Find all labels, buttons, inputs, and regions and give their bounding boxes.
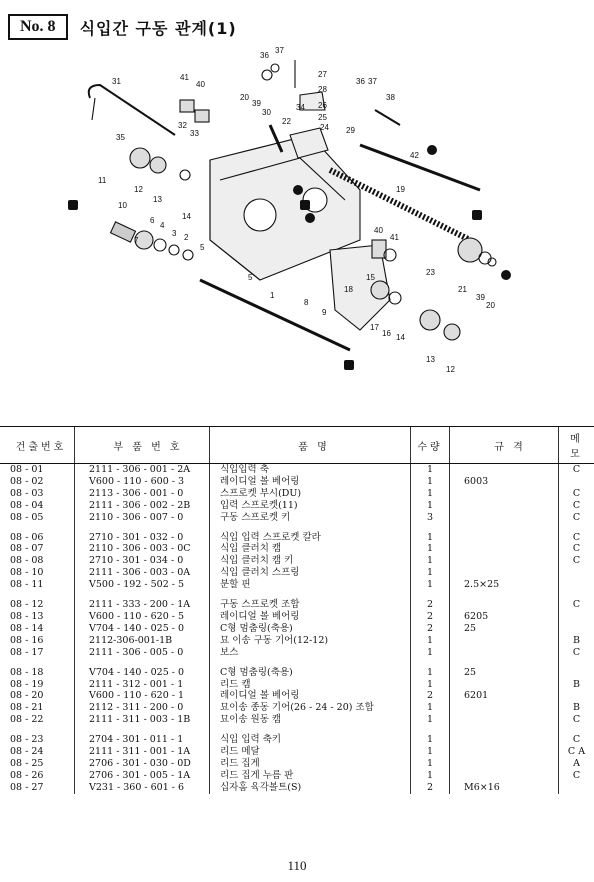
svg-text:2: 2 [184, 233, 189, 242]
spacer-cell [450, 659, 559, 667]
cell-spec [450, 599, 559, 611]
cell-part-number: V600 - 110 - 620 - 5 [75, 611, 210, 623]
cell-quantity: 1 [411, 488, 450, 500]
cell-part-name: 구동 스프로켓 키 [210, 512, 411, 524]
table-row [0, 679, 594, 691]
cell-spec [450, 746, 559, 758]
spacer-cell [210, 659, 411, 667]
cell-part-name: 입력 스프로켓(11) [210, 500, 411, 512]
cell-part-number: 2111 - 312 - 001 - 1 [75, 679, 210, 691]
spacer-cell [559, 591, 594, 599]
table-row [0, 667, 594, 679]
spacer-cell [210, 591, 411, 599]
svg-text:23: 23 [426, 268, 435, 277]
svg-text:20: 20 [486, 301, 495, 310]
cell-spec [450, 512, 559, 524]
svg-text:36: 36 [260, 51, 269, 60]
svg-text:41: 41 [390, 233, 399, 242]
svg-text:10: 10 [118, 201, 127, 210]
cell-spec [450, 635, 559, 647]
col-header-memo: 메 모 [559, 427, 594, 464]
svg-text:13: 13 [153, 195, 162, 204]
group-spacer [0, 659, 594, 667]
cell-spec [450, 734, 559, 746]
cell-quantity: 1 [411, 734, 450, 746]
svg-text:12: 12 [446, 365, 455, 374]
cell-memo: C A [559, 746, 594, 758]
table-row [0, 512, 594, 524]
cell-spec [450, 647, 559, 659]
cell-part-number: 2111 - 306 - 001 - 2A [75, 464, 210, 476]
cell-part-number: V704 - 140 - 025 - 0 [75, 667, 210, 679]
cell-number: 08 - 02 [10, 475, 44, 487]
cell-part-number: 2110 - 306 - 007 - 0 [75, 512, 210, 524]
cell-number: 08 - 12 [10, 599, 44, 611]
svg-text:14: 14 [182, 212, 191, 221]
table-row [0, 555, 594, 567]
cell-spec [450, 555, 559, 567]
cell-quantity: 1 [411, 702, 450, 714]
exploded-parts-diagram [60, 40, 540, 390]
svg-text:19: 19 [396, 185, 405, 194]
cell-number: 08 - 07 [10, 543, 44, 555]
table-row [0, 543, 594, 555]
table-row [0, 476, 594, 488]
svg-text:9: 9 [322, 308, 327, 317]
group-spacer [0, 726, 594, 734]
cell-part-number: 2111 - 311 - 001 - 1A [75, 746, 210, 758]
svg-text:16: 16 [382, 329, 391, 338]
cell-number: 08 - 16 [10, 634, 44, 646]
table-row [0, 782, 594, 794]
cell-spec [450, 702, 559, 714]
col-header-part-number: 부 품 번 호 [75, 427, 210, 464]
cell-memo [559, 667, 594, 679]
cell-memo: C [559, 714, 594, 726]
cell-part-number: 2111 - 311 - 003 - 1B [75, 714, 210, 726]
svg-text:42: 42 [410, 151, 419, 160]
cell-part-name: 식입 입력 스프로켓 칼라 [210, 532, 411, 544]
cell-quantity: 1 [411, 679, 450, 691]
svg-text:40: 40 [374, 226, 383, 235]
cell-number: 08 - 21 [10, 702, 44, 714]
cell-quantity: 1 [411, 532, 450, 544]
cell-part-name: 레이디얼 볼 베어링 [210, 476, 411, 488]
group-spacer [0, 524, 594, 532]
svg-text:12: 12 [134, 185, 143, 194]
svg-text:27: 27 [318, 70, 327, 79]
svg-text:40: 40 [196, 80, 205, 89]
cell-quantity: 1 [411, 579, 450, 591]
table-row [0, 599, 594, 611]
cell-memo: C [559, 543, 594, 555]
cell-spec [450, 770, 559, 782]
cell-memo [559, 782, 594, 794]
cell-part-number: 2112 - 311 - 200 - 0 [75, 702, 210, 714]
table-row [0, 579, 594, 591]
cell-number: 08 - 25 [10, 757, 44, 769]
spacer-cell [559, 659, 594, 667]
svg-text:39: 39 [252, 99, 261, 108]
svg-text:13: 13 [426, 355, 435, 364]
spacer-cell [411, 524, 450, 532]
svg-text:38: 38 [386, 93, 395, 102]
spacer-cell [0, 726, 75, 734]
cell-memo: C [559, 512, 594, 524]
cell-part-name: 식입 클러치 캠 키 [210, 555, 411, 567]
cell-number: 08 - 11 [10, 579, 44, 591]
svg-text:20: 20 [240, 93, 249, 102]
cell-memo: C [559, 555, 594, 567]
spacer-cell [0, 659, 75, 667]
cell-quantity: 1 [411, 464, 450, 476]
svg-text:21: 21 [458, 285, 467, 294]
cell-quantity: 1 [411, 567, 450, 579]
cell-quantity: 1 [411, 635, 450, 647]
cell-spec [450, 679, 559, 691]
cell-part-number: V704 - 140 - 025 - 0 [75, 623, 210, 635]
cell-memo: B [559, 702, 594, 714]
cell-part-number: 2113 - 306 - 001 - 0 [75, 488, 210, 500]
svg-text:33: 33 [190, 129, 199, 138]
cell-memo: C [559, 734, 594, 746]
svg-text:4: 4 [160, 221, 165, 230]
spacer-cell [411, 591, 450, 599]
cell-quantity: 2 [411, 611, 450, 623]
svg-text:41: 41 [180, 73, 189, 82]
svg-text:22: 22 [282, 117, 291, 126]
cell-spec: 25 [450, 667, 559, 679]
cell-part-name: C형 멈춤링(축용) [210, 667, 411, 679]
cell-number: 08 - 05 [10, 511, 44, 523]
cell-part-name: 리드 메달 [210, 746, 411, 758]
cell-number: 08 - 03 [10, 487, 44, 499]
cell-number: 08 - 18 [10, 666, 44, 678]
cell-part-name: 보스 [210, 647, 411, 659]
section-number: No. 8 [8, 14, 68, 40]
col-header-quantity: 수량 [411, 427, 450, 464]
spacer-cell [450, 726, 559, 734]
cell-spec [450, 500, 559, 512]
cell-spec [450, 567, 559, 579]
table-row [0, 611, 594, 623]
cell-memo: C [559, 500, 594, 512]
cell-part-name: 식입 클러치 스프링 [210, 567, 411, 579]
table-row [0, 623, 594, 635]
cell-spec: M6×16 [450, 782, 559, 794]
cell-part-name: 십자홈 육각볼트(S) [210, 782, 411, 794]
cell-quantity: 2 [411, 782, 450, 794]
parts-table-body [0, 464, 594, 794]
spacer-cell [75, 726, 210, 734]
spacer-cell [0, 591, 75, 599]
svg-text:15: 15 [366, 273, 375, 282]
svg-text:25: 25 [318, 113, 327, 122]
svg-text:1: 1 [270, 291, 275, 300]
cell-memo [559, 611, 594, 623]
spacer-cell [75, 591, 210, 599]
svg-text:30: 30 [262, 108, 271, 117]
table-row [0, 635, 594, 647]
cell-quantity: 1 [411, 758, 450, 770]
cell-memo [559, 567, 594, 579]
cell-part-name: 식입입력 축 [210, 464, 411, 476]
cell-memo [559, 623, 594, 635]
svg-text:31: 31 [112, 77, 121, 86]
cell-number: 08 - 08 [10, 555, 44, 567]
cell-number: 08 - 04 [10, 499, 44, 511]
cell-memo: C [559, 532, 594, 544]
svg-text:5: 5 [200, 243, 205, 252]
col-header-number: 건출번호 [0, 427, 75, 464]
table-row [0, 464, 594, 476]
cell-memo: C [559, 599, 594, 611]
cell-part-name: 묘이송 종동 기어(26 - 24 - 20) 조합 [210, 702, 411, 714]
cell-quantity: 2 [411, 623, 450, 635]
cell-spec [450, 714, 559, 726]
cell-spec: 2.5×25 [450, 579, 559, 591]
cell-part-name: C형 멈춤링(축용) [210, 623, 411, 635]
table-row [0, 714, 594, 726]
cell-part-name: 레이디얼 볼 베어링 [210, 690, 411, 702]
cell-part-name: 분할 핀 [210, 579, 411, 591]
svg-text:28: 28 [318, 85, 327, 94]
cell-part-number: 2706 - 301 - 005 - 1A [75, 770, 210, 782]
cell-part-number: V600 - 110 - 620 - 1 [75, 690, 210, 702]
svg-text:14: 14 [396, 333, 405, 342]
cell-number: 08 - 01 [10, 464, 44, 475]
table-row [0, 758, 594, 770]
cell-quantity: 1 [411, 667, 450, 679]
cell-memo: C [559, 464, 594, 476]
cell-spec: 6003 [450, 476, 559, 488]
cell-memo: C [559, 647, 594, 659]
svg-text:35: 35 [116, 133, 125, 142]
svg-text:5: 5 [248, 273, 253, 282]
spacer-cell [450, 591, 559, 599]
cell-spec: 6201 [450, 690, 559, 702]
cell-spec [450, 543, 559, 555]
cell-part-number: 2710 - 301 - 034 - 0 [75, 555, 210, 567]
cell-quantity: 1 [411, 647, 450, 659]
cell-memo: B [559, 635, 594, 647]
cell-part-number: 2706 - 301 - 030 - 0D [75, 758, 210, 770]
cell-spec [450, 464, 559, 476]
svg-text:18: 18 [344, 285, 353, 294]
cell-number: 08 - 10 [10, 567, 44, 579]
svg-text:39: 39 [476, 293, 485, 302]
group-spacer [0, 591, 594, 599]
cell-memo [559, 579, 594, 591]
table-row [0, 770, 594, 782]
col-header-part-name: 품 명 [210, 427, 411, 464]
cell-number: 08 - 20 [10, 690, 44, 702]
cell-memo [559, 476, 594, 488]
cell-number: 08 - 26 [10, 769, 44, 781]
table-row [0, 702, 594, 714]
cell-number: 08 - 06 [10, 531, 44, 543]
cell-quantity: 2 [411, 599, 450, 611]
svg-text:24: 24 [320, 123, 329, 132]
cell-memo [559, 690, 594, 702]
cell-spec [450, 758, 559, 770]
spacer-cell [559, 726, 594, 734]
table-row [0, 532, 594, 544]
cell-part-name: 식입 입력 축키 [210, 734, 411, 746]
cell-number: 08 - 27 [10, 781, 44, 793]
svg-text:6: 6 [150, 216, 155, 225]
cell-part-name: 리드 집게 [210, 758, 411, 770]
table-row [0, 500, 594, 512]
table-header-row [0, 427, 594, 464]
cell-quantity: 1 [411, 500, 450, 512]
cell-part-number: 2111 - 333 - 200 - 1A [75, 599, 210, 611]
cell-part-number: 2710 - 301 - 032 - 0 [75, 532, 210, 544]
svg-text:37: 37 [275, 46, 284, 55]
cell-number: 08 - 17 [10, 646, 44, 658]
table-row [0, 488, 594, 500]
cell-quantity: 1 [411, 746, 450, 758]
cell-quantity: 3 [411, 512, 450, 524]
table-row [0, 647, 594, 659]
svg-text:29: 29 [346, 126, 355, 135]
table-row [0, 734, 594, 746]
cell-memo: A [559, 758, 594, 770]
svg-text:11: 11 [98, 176, 107, 185]
cell-quantity: 1 [411, 714, 450, 726]
cell-number: 08 - 22 [10, 714, 44, 726]
col-header-spec: 규 격 [450, 427, 559, 464]
cell-quantity: 1 [411, 543, 450, 555]
cell-spec [450, 488, 559, 500]
cell-part-number: V500 - 192 - 502 - 5 [75, 579, 210, 591]
table-row [0, 690, 594, 702]
svg-text:7: 7 [134, 236, 139, 245]
svg-text:3: 3 [172, 229, 177, 238]
page-number: 110 [287, 858, 307, 873]
cell-part-number: 2111 - 306 - 002 - 2B [75, 500, 210, 512]
cell-part-number: V231 - 360 - 601 - 6 [75, 782, 210, 794]
cell-spec: 25 [450, 623, 559, 635]
cell-part-name: 묘이송 원동 캠 [210, 714, 411, 726]
cell-number: 08 - 23 [10, 734, 44, 746]
cell-spec: 6205 [450, 611, 559, 623]
cell-quantity: 1 [411, 770, 450, 782]
spacer-cell [210, 726, 411, 734]
cell-quantity: 1 [411, 555, 450, 567]
cell-memo: C [559, 488, 594, 500]
cell-memo: C [559, 770, 594, 782]
cell-part-number: 2110 - 306 - 003 - 0C [75, 543, 210, 555]
cell-part-number: 2111 - 306 - 003 - 0A [75, 567, 210, 579]
spacer-cell [75, 524, 210, 532]
parts-table [0, 426, 594, 794]
spacer-cell [210, 524, 411, 532]
spacer-cell [411, 726, 450, 734]
page-header [8, 12, 237, 42]
spacer-cell [0, 524, 75, 532]
cell-spec [450, 532, 559, 544]
cell-part-number: V600 - 110 - 600 - 3 [75, 476, 210, 488]
cell-number: 08 - 13 [10, 610, 44, 622]
spacer-cell [450, 524, 559, 532]
svg-text:17: 17 [370, 323, 379, 332]
svg-text:8: 8 [304, 298, 309, 307]
cell-part-number: 2704 - 301 - 011 - 1 [75, 734, 210, 746]
cell-part-name: 식입 클러치 캠 [210, 543, 411, 555]
cell-number: 08 - 14 [10, 622, 44, 634]
cell-quantity: 2 [411, 690, 450, 702]
spacer-cell [411, 659, 450, 667]
cell-part-name: 구동 스프로켓 조합 [210, 599, 411, 611]
page-title: 식입간 구동 관계(1) [79, 18, 237, 38]
cell-quantity: 1 [411, 476, 450, 488]
cell-part-number: 2111 - 306 - 005 - 0 [75, 647, 210, 659]
spacer-cell [559, 524, 594, 532]
cell-part-number: 2112-306-001-1B [75, 635, 210, 647]
svg-text:26: 26 [318, 101, 327, 110]
svg-text:34: 34 [296, 103, 305, 112]
cell-part-name: 스프로켓 부시(DU) [210, 488, 411, 500]
svg-text:37: 37 [368, 77, 377, 86]
cell-part-name: 묘 이송 구동 기어(12-12) [210, 635, 411, 647]
spacer-cell [75, 659, 210, 667]
cell-part-name: 레이디얼 볼 베어링 [210, 611, 411, 623]
svg-text:36: 36 [356, 77, 365, 86]
table-row [0, 567, 594, 579]
cell-part-name: 리드 집게 누름 판 [210, 770, 411, 782]
cell-number: 08 - 24 [10, 746, 44, 758]
cell-part-name: 리드 캠 [210, 679, 411, 691]
table-row [0, 746, 594, 758]
cell-memo: B [559, 679, 594, 691]
svg-text:32: 32 [178, 121, 187, 130]
cell-number: 08 - 19 [10, 678, 44, 690]
